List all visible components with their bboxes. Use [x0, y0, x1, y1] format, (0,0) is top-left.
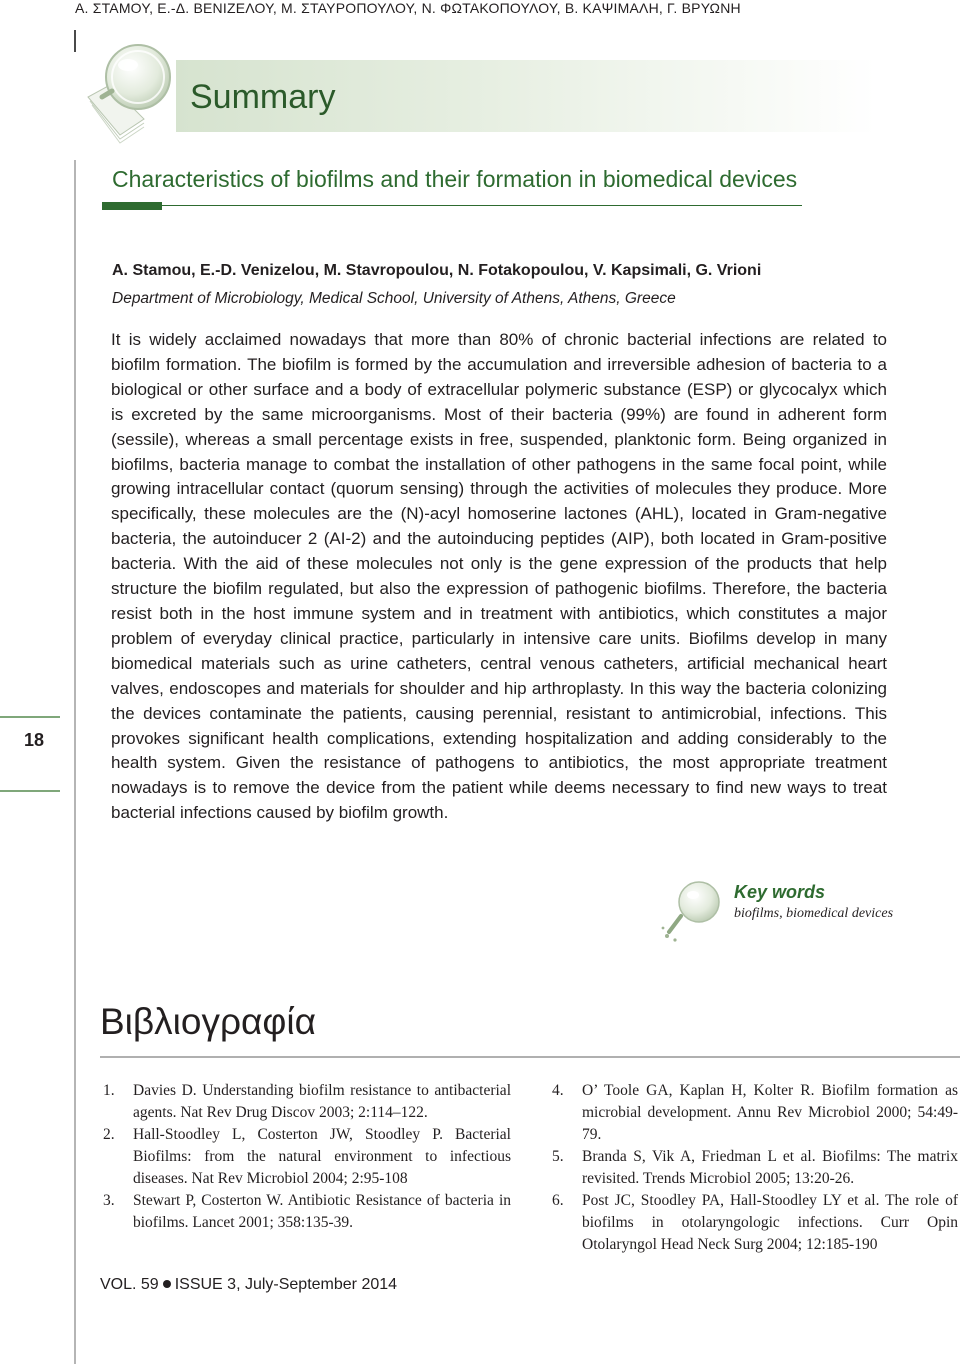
- reference-number: 4.: [552, 1082, 564, 1099]
- reference-text: Post JC, Stoodley PA, Hall-Stoodley LY et al. The role of biofilms in otolaryngologic infections. Curr Opin Otolaryngol Head Neck Surg 2004; 12:185-190: [582, 1192, 958, 1253]
- footer-issue: ISSUE 3, July-September 2014: [174, 1276, 398, 1293]
- page-tab-rule-bottom: [0, 790, 60, 792]
- reference-number: 3.: [103, 1192, 115, 1209]
- section-title: Summary: [190, 78, 336, 116]
- references-rule: [100, 1056, 960, 1058]
- affiliation: Department of Microbiology, Medical School, University of Athens, Athens, Greece: [112, 290, 676, 307]
- reference-item: [552, 1080, 958, 1146]
- margin-rule-top: [74, 30, 76, 52]
- reference-item: [103, 1080, 511, 1124]
- references-left-column: [103, 1080, 511, 1234]
- page-tab-rule-top: [0, 716, 60, 718]
- reference-number: 1.: [103, 1082, 115, 1099]
- authors: A. Stamou, E.-D. Venizelou, M. Stavropoulou, N. Fotakopoulou, V. Kapsimali, G. Vrioni: [112, 262, 762, 279]
- reference-number: 2.: [103, 1126, 115, 1143]
- keywords-title: Key words: [734, 882, 826, 902]
- reference-text: Hall-Stoodley L, Costerton JW, Stoodley P. Bacterial Biofilms: from the natural environment to infectious diseases. Nat Rev Microbiol 2004; 2:95-108: [133, 1126, 511, 1187]
- reference-item: [552, 1146, 958, 1190]
- abstract-text: It is widely acclaimed nowadays that more than 80% of chronic bacterial infections are related to biofilm formation. The biofilm is formed by the accumulation and irreversible adhesion of bacteria to a biological or other surface and a body of extracellular polymeric substance (ESP) or glycocalyx which is excreted by the same microorganisms. Most of their bacteria (99%) are found in adherent form (sessile), whereas a small percentage exists in free, suspended, planktonic form. Being organized in biofilms, bacteria manage to combat the installation of other pathogens in the same focal point, while growing intracellular contact (quorum sensing) through the activities of molecules they produce. More specifically, these molecules are the (N)-acyl homoserine lactones (AHL), located in Gram-negative bacteria, the autoinducer 2 (AI-2) and the autoinducing peptides (AIP), both located in Gram-positive bacteria. With the aid of these molecules not only is the gene expression of the products that help structure the biofilm regulated, but also the expression of pathogenic biofilms. Therefore, the bacteria resist both in the host immune system and in treatment with antibiotics, which constitutes a major problem of everyday clinical practice, particularly in intensive care units. Biofilms develop in many biomedical materials such as urine catheters, central venous catheters, artificial mechanical heart valves, endoscopes and materials for shoulder and hip arthroplasty. In this way the bacteria colonizing the devices contaminate the patients, causing perennial, resistant to antimicrobial, infections. This provokes significant health complications, extending hospitalization and adding considerably to the health system. Given the resistance of pathogens to antibiotics, the most appropriate treatment nowadays is to remove the device from the patient while deems necessary to find new ways to treat bacterial infections caused by biofilm growth.: [111, 330, 887, 823]
- reference-text: Stewart P, Costerton W. Antibiotic Resistance of bacteria in biofilms. Lancet 2001; 358:135-39.: [133, 1192, 511, 1231]
- page-number: 18: [24, 730, 45, 750]
- title-rule-accent: [102, 202, 162, 210]
- bullet-icon: [163, 1280, 171, 1288]
- keywords-text: biofilms, biomedical devices: [734, 906, 894, 921]
- reference-item: [552, 1190, 958, 1256]
- book-lens-logo-icon: [80, 35, 180, 155]
- margin-rule: [74, 160, 76, 1364]
- running-head: Α. ΣΤΑΜΟΥ, Ε.-Δ. ΒΕΝΙΖΕΛΟΥ, Μ. ΣΤΑΥΡΟΠΟΥΛΟΥ, Ν. ΦΩΤΑΚΟΠΟΥΛΟΥ, Β. ΚΑΨΙΜΑΛΗ, Γ. ΒΡΥΩΝΗ: [75, 0, 741, 16]
- reference-number: 5.: [552, 1148, 564, 1165]
- title-rule: [162, 205, 802, 206]
- footer-volume: VOL. 59: [100, 1276, 159, 1293]
- reference-item: [103, 1124, 511, 1190]
- article-title: Characteristics of biofilms and their formation in biomedical devices: [112, 166, 798, 192]
- reference-text: Branda S, Vik A, Friedman L et al. Biofilms: The matrix revisited. Trends Microbiol 2005; 13:20-26.: [582, 1148, 958, 1187]
- reference-text: Davies D. Understanding biofilm resistance to antibacterial agents. Nat Rev Drug Discov 2003; 2:114–122.: [133, 1082, 511, 1121]
- reference-item: [103, 1190, 511, 1234]
- footer: [100, 1276, 397, 1294]
- keywords-lens-icon: [655, 876, 727, 946]
- reference-text: O’ Toole GA, Kaplan H, Kolter R. Biofilm formation as microbial development. Annu Rev Microbiol 2000; 54:49-79.: [582, 1082, 958, 1143]
- references-title: Βιβλιογραφία: [100, 1001, 317, 1042]
- reference-number: 6.: [552, 1192, 564, 1209]
- references-right-column: [552, 1080, 958, 1256]
